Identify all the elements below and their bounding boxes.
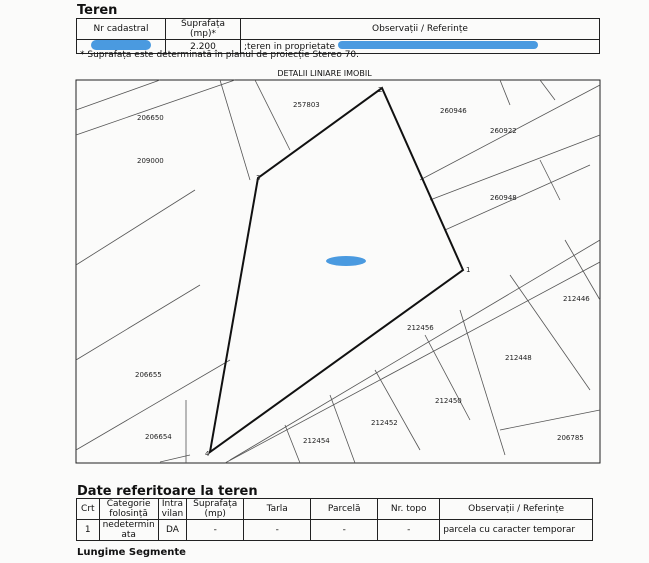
cell: - (378, 520, 440, 541)
vertex-label: 4 (205, 450, 210, 458)
cell: nedetermin ata (99, 520, 158, 541)
parcel-label: 206655 (135, 371, 162, 379)
parcel-label: 260922 (490, 127, 517, 135)
parcel-label: 206650 (137, 114, 164, 122)
parcel-label: 212456 (407, 324, 434, 332)
map-title: DETALII LINIARE IMOBIL (277, 69, 372, 78)
header: Tarla (244, 499, 311, 520)
header: Nr. topo (378, 499, 440, 520)
cell: - (244, 520, 311, 541)
cell: - (311, 520, 378, 541)
section-title-lungime: Lungime Segmente (77, 547, 186, 558)
vertex-label: 2 (378, 86, 383, 94)
redaction (326, 256, 366, 266)
parcel-label: 212452 (371, 419, 398, 427)
section-title-teren: Teren (77, 3, 118, 18)
header: Nr cadastral (77, 19, 166, 40)
cell: 1 (77, 520, 100, 541)
section-title-date: Date referitoare la teren (77, 484, 258, 499)
header: Crt (77, 499, 100, 520)
parcel-label: 212450 (435, 397, 462, 405)
vertex-label: 3 (256, 174, 261, 182)
cell: parcela cu caracter temporar (440, 520, 593, 541)
parcel-label: 260946 (440, 107, 467, 115)
parcel-label: 206785 (557, 434, 584, 442)
parcel-label: 212446 (563, 295, 590, 303)
obs-cell: ;teren in proprietate (244, 42, 336, 52)
area-cell: 2.200 (166, 40, 241, 54)
footnote: * Suprafața este determinată în planul de proiecție Stereo 70. (80, 50, 360, 60)
parcel-label: 260948 (490, 194, 517, 202)
cell: DA (158, 520, 187, 541)
parcel-label: 212454 (303, 437, 330, 445)
header: Categorie folosință (99, 499, 158, 520)
header: Observații / Referințe (241, 19, 600, 40)
header: Parcelă (311, 499, 378, 520)
header: Observații / Referințe (440, 499, 593, 520)
header: Suprafața (mp)* (166, 19, 241, 40)
cell: - (187, 520, 244, 541)
parcel-label: 212448 (505, 354, 532, 362)
parcel-label: 257803 (293, 101, 320, 109)
parcel-label: 206654 (145, 433, 172, 441)
date-table (76, 498, 593, 541)
header: Intra vilan (158, 499, 187, 520)
parcel-label: 209000 (137, 157, 164, 165)
vertex-label: 1 (466, 266, 471, 274)
header: Suprafața (mp) (187, 499, 244, 520)
